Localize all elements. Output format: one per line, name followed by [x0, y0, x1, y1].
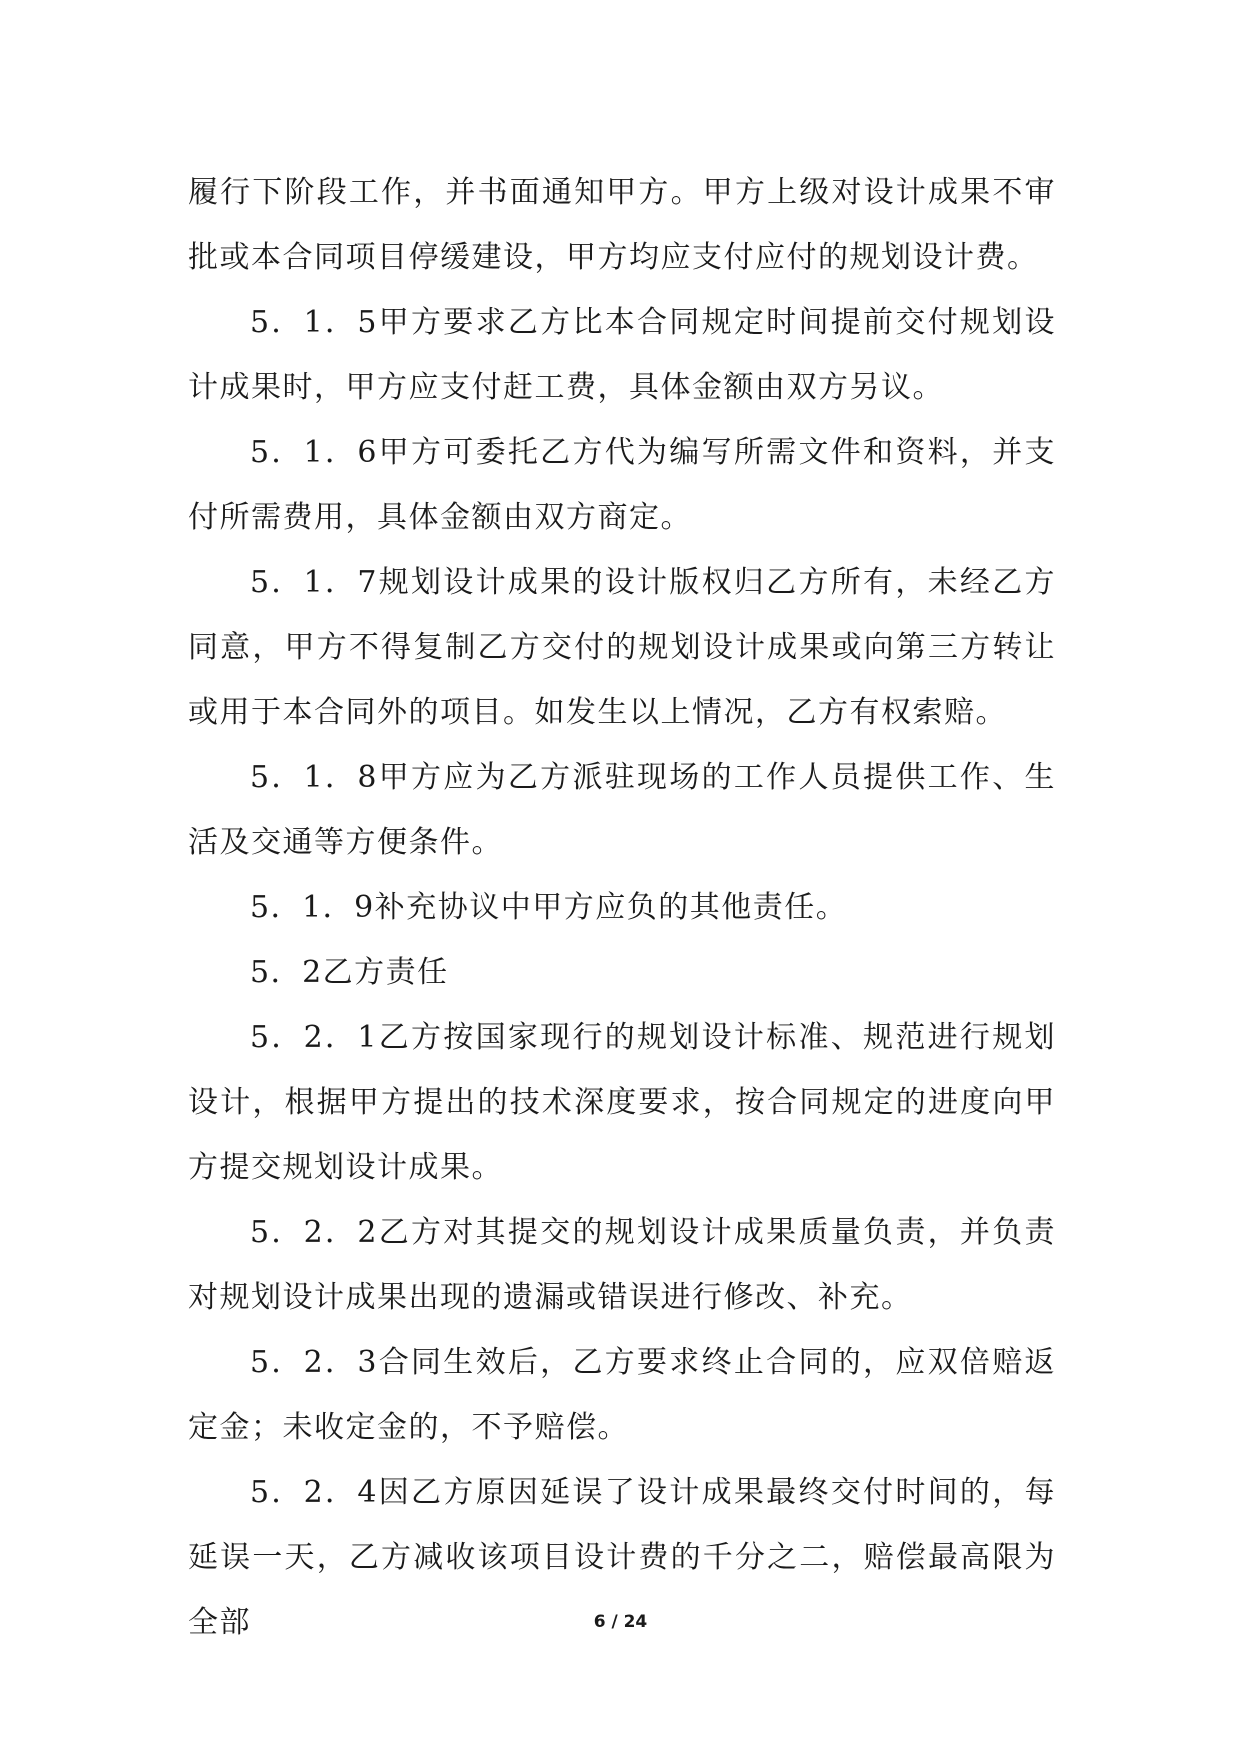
paragraph-5-1-6: 5．1．6甲方可委托乙方代为编写所需文件和资料，并支付所需费用，具体金额由双方商定。	[188, 435, 1056, 535]
paragraph-5-1-8: 5．1．8甲方应为乙方派驻现场的工作人员提供工作、生活及交通等方便条件。	[188, 760, 1056, 860]
section-heading-5-2: 5．2乙方责任	[250, 955, 449, 990]
document-body	[188, 160, 1056, 1655]
paragraph-5-1-5: 5．1．5甲方要求乙方比本合同规定时间提前交付规划设计成果时，甲方应支付赶工费，具体金额由双方另议。	[188, 305, 1056, 405]
paragraph-continuation: 履行下阶段工作，并书面通知甲方。甲方上级对设计成果不审批或本合同项目停缓建设，甲方均应支付应付的规划设计费。	[188, 175, 1056, 275]
paragraph-5-2-4: 5．2．4因乙方原因延误了设计成果最终交付时间的，每延误一天，乙方减收该项目设计费的千分之二，赔偿最高限为全部	[188, 1475, 1056, 1640]
paragraph-5-2-1: 5．2．1乙方按国家现行的规划设计标准、规范进行规划设计，根据甲方提出的技术深度要求，按合同规定的进度向甲方提交规划设计成果。	[188, 1020, 1056, 1185]
paragraph-5-1-9: 5．1．9补充协议中甲方应负的其他责任。	[250, 890, 848, 925]
paragraph-5-2-2: 5．2．2乙方对其提交的规划设计成果质量负责，并负责对规划设计成果出现的遗漏或错误进行修改、补充。	[188, 1215, 1056, 1315]
paragraph-5-2-3: 5．2．3合同生效后，乙方要求终止合同的，应双倍赔返定金；未收定金的，不予赔偿。	[188, 1345, 1056, 1445]
paragraph-5-1-7: 5．1．7规划设计成果的设计版权归乙方所有，未经乙方同意，甲方不得复制乙方交付的规划设计成果或向第三方转让或用于本合同外的项目。如发生以上情况，乙方有权索赔。	[188, 565, 1056, 730]
page-number: 6 / 24	[593, 1612, 648, 1632]
